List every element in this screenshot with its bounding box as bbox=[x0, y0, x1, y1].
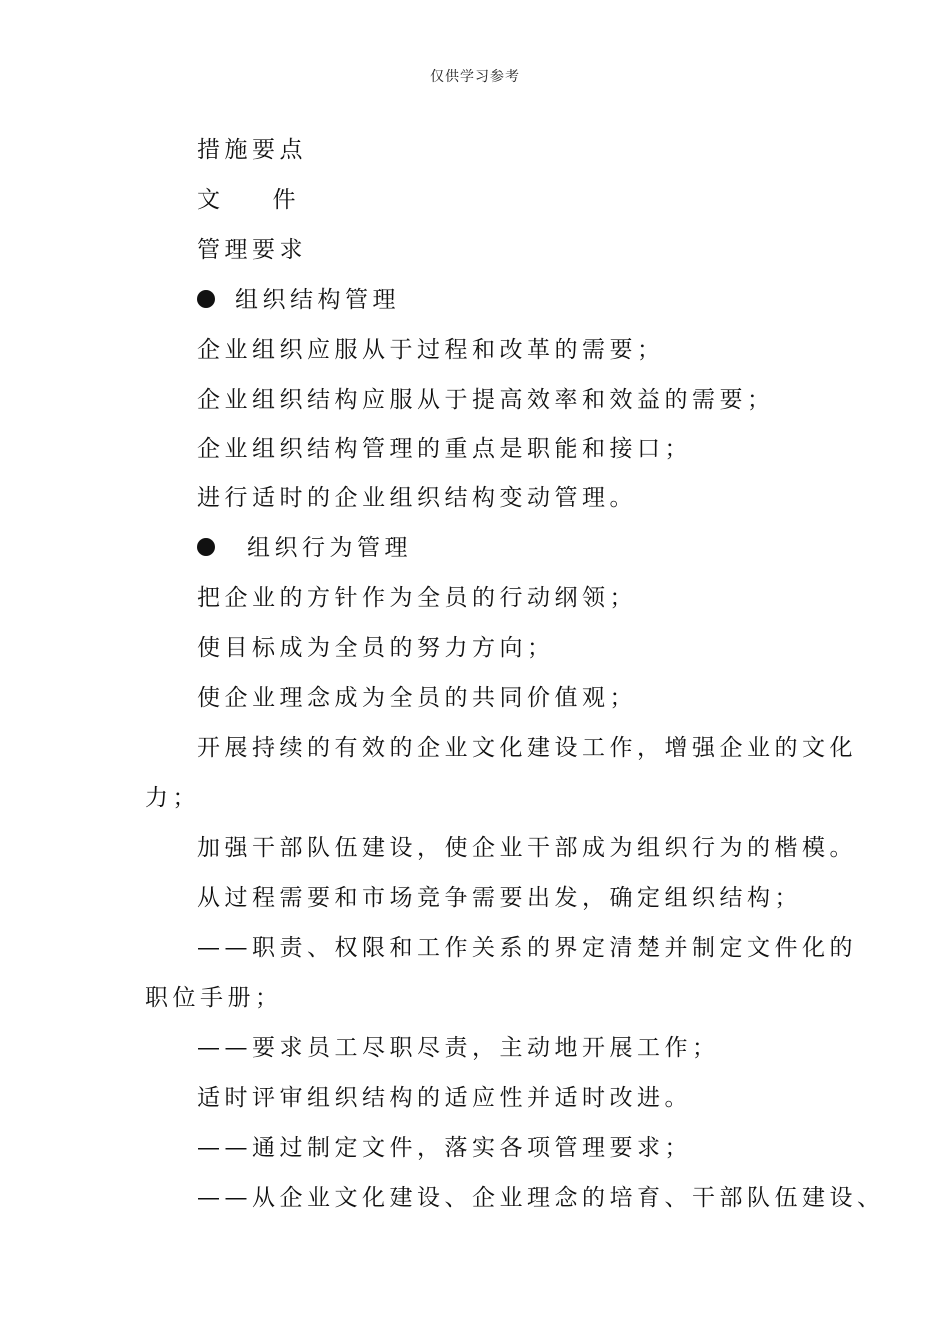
paragraph-line: 企业组织结构管理的重点是职能和接口； bbox=[197, 436, 692, 462]
bullet-dot-icon bbox=[197, 290, 215, 308]
paragraph-line: ——职责、权限和工作关系的界定清楚并制定文件化的 bbox=[197, 935, 857, 961]
paragraph-line: 把企业的方针作为全员的行动纲领； bbox=[197, 585, 637, 611]
page-header: 仅供学习参考 bbox=[430, 69, 520, 85]
paragraph-line: 使企业理念成为全员的共同价值观； bbox=[197, 685, 637, 711]
paragraph-line: 进行适时的企业组织结构变动管理。 bbox=[197, 485, 637, 511]
paragraph-line: 从过程需要和市场竞争需要出发，确定组织结构； bbox=[197, 885, 802, 911]
paragraph-line: 企业组织应服从于过程和改革的需要； bbox=[197, 337, 665, 363]
paragraph-line: ——要求员工尽职尽责，主动地开展工作； bbox=[197, 1035, 720, 1061]
heading-documents-char2: 件 bbox=[272, 187, 300, 213]
paragraph-line: ——从企业文化建设、企业理念的培育、干部队伍建设、 bbox=[197, 1185, 885, 1211]
paragraph-line: 使目标成为全员的努力方向； bbox=[197, 635, 555, 661]
section-org-behavior bbox=[145, 534, 862, 562]
bullet-dot-icon bbox=[197, 538, 215, 556]
paragraph-line: 加强干部队伍建设，使企业干部成为组织行为的楷模。 bbox=[197, 835, 857, 861]
section-title: 组织结构管理 bbox=[235, 287, 400, 313]
section-org-structure bbox=[145, 286, 862, 314]
heading-measures: 措施要点 bbox=[197, 137, 307, 163]
paragraph-line: 开展持续的有效的企业文化建设工作，增强企业的文化 bbox=[197, 735, 857, 761]
section-title: 组织行为管理 bbox=[247, 535, 412, 561]
paragraph-line-continued: 力； bbox=[145, 785, 200, 811]
paragraph-line-continued: 职位手册； bbox=[145, 985, 283, 1011]
heading-requirements: 管理要求 bbox=[197, 237, 307, 263]
heading-documents-char1: 文 bbox=[197, 187, 225, 213]
paragraph-line: 企业组织结构应服从于提高效率和效益的需要； bbox=[197, 387, 775, 413]
heading-documents bbox=[145, 186, 862, 214]
paragraph-line: 适时评审组织结构的适应性并适时改进。 bbox=[197, 1085, 692, 1111]
paragraph-line: ——通过制定文件，落实各项管理要求； bbox=[197, 1135, 692, 1161]
